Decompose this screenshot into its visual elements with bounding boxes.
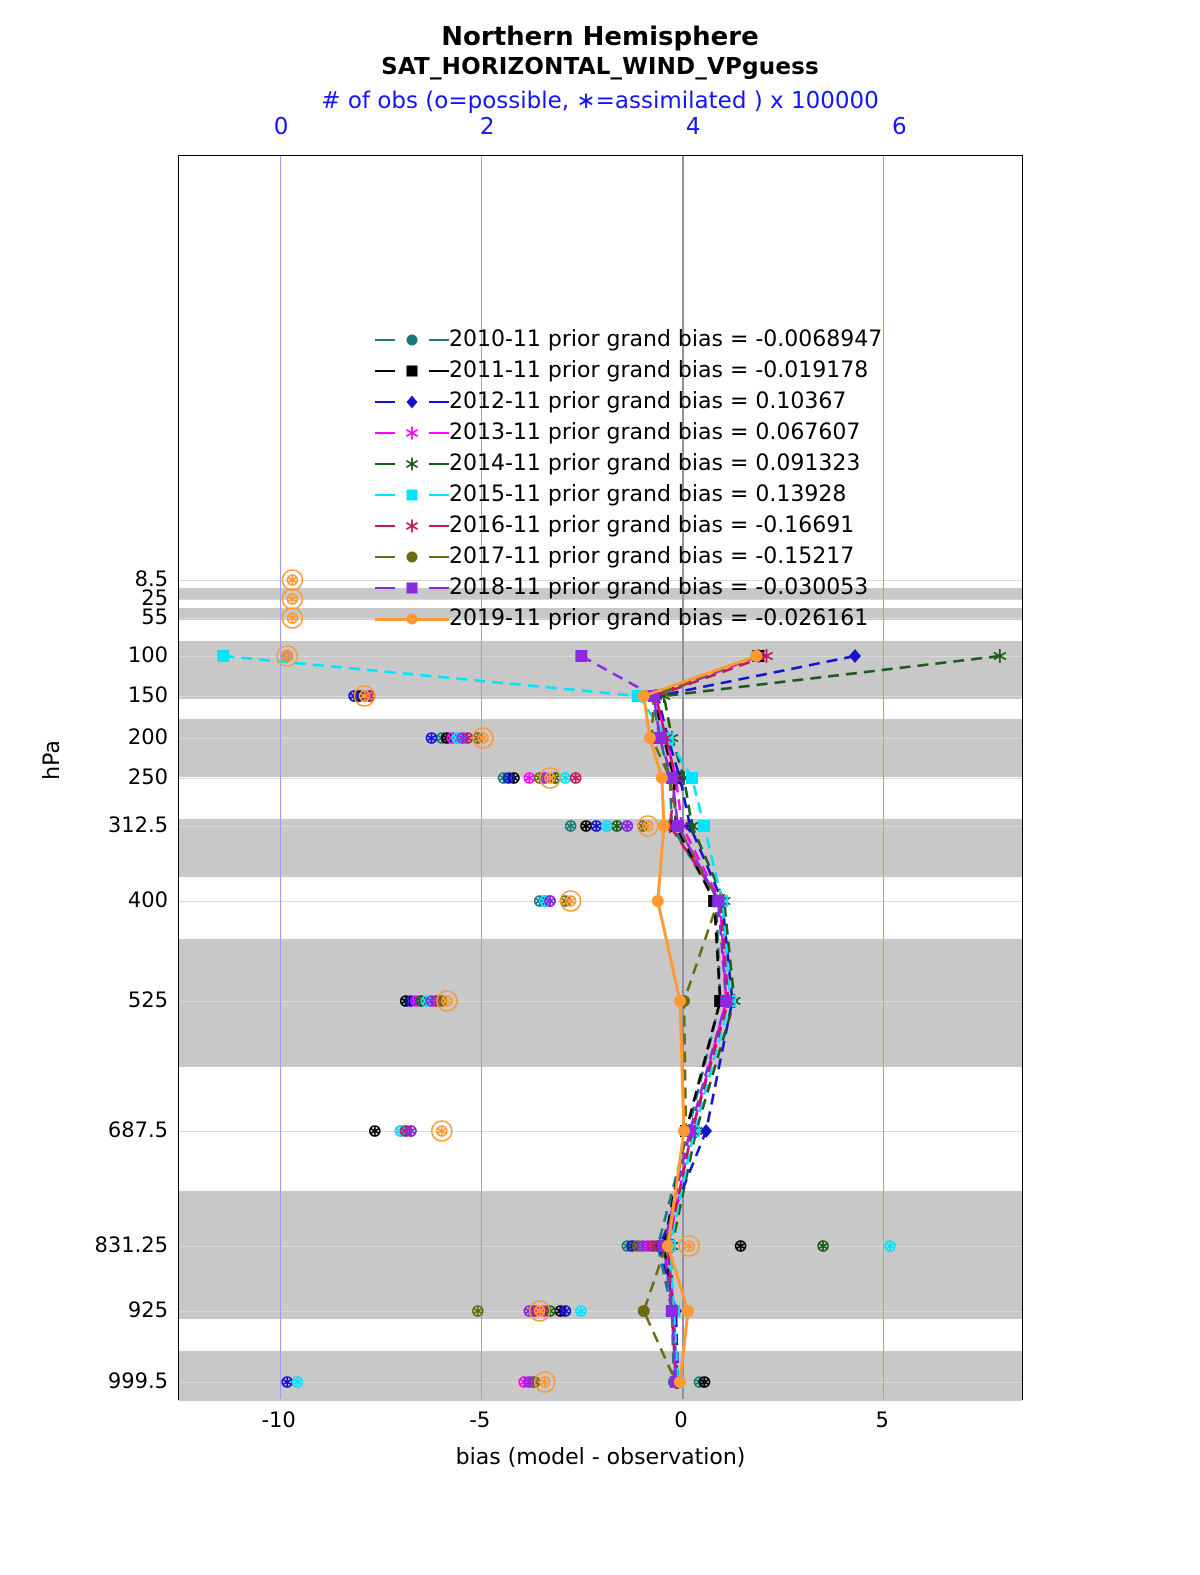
- y-axis-tick: 925: [127, 1298, 168, 1322]
- series-line: [581, 656, 726, 1382]
- series-line: [658, 656, 855, 1382]
- legend-label: 2014-11 prior grand bias = 0.091323: [449, 451, 861, 476]
- series-marker: [652, 895, 664, 907]
- series-marker: [672, 820, 684, 832]
- y-axis-tick: 250: [127, 765, 168, 789]
- legend-item[interactable]: [375, 355, 1015, 386]
- legend-item[interactable]: [375, 572, 1015, 603]
- circle-marker-icon: [403, 610, 421, 628]
- top-axis-label: # of obs (o=possible, ∗=assimilated ) x 100000: [321, 88, 879, 114]
- series-marker: [656, 772, 668, 784]
- series-marker: [638, 690, 650, 702]
- y-axis-tick: 55: [141, 605, 168, 629]
- legend-swatch: [375, 578, 449, 598]
- series-marker: [638, 1305, 650, 1317]
- legend-swatch: [375, 609, 449, 629]
- series-marker: [678, 1125, 690, 1137]
- star-marker-icon: [403, 424, 421, 442]
- series-marker: [682, 1305, 694, 1317]
- legend-label: 2015-11 prior grand bias = 0.13928: [449, 482, 847, 507]
- legend-swatch: [375, 361, 449, 381]
- y-axis-tick: 200: [127, 725, 168, 749]
- y-axis-tick: 687.5: [107, 1118, 168, 1142]
- square-marker-icon: [403, 362, 421, 380]
- y-axis-tick: 312.5: [107, 813, 168, 837]
- legend-label: 2011-11 prior grand bias = -0.019178: [449, 358, 869, 383]
- series-marker: [720, 995, 732, 1007]
- legend-swatch: [375, 392, 449, 412]
- series-marker: [698, 820, 710, 832]
- y-axis-tick: 400: [127, 888, 168, 912]
- circle-marker-icon: [403, 548, 421, 566]
- diamond-marker-icon: [403, 393, 421, 411]
- legend-label: 2010-11 prior grand bias = -0.0068947: [449, 327, 883, 352]
- legend-swatch: [375, 454, 449, 474]
- series-marker: [658, 820, 670, 832]
- series-marker: [700, 1124, 712, 1138]
- y-axis-tick: 525: [127, 988, 168, 1012]
- series-marker: [674, 995, 686, 1007]
- x-axis-tick: -10: [261, 1408, 296, 1432]
- series-line: [664, 656, 1000, 1382]
- star-marker-icon: [403, 517, 421, 535]
- x-axis-title: bias (model - observation): [455, 1445, 746, 1470]
- series-marker: [575, 650, 587, 662]
- plot-area: [178, 155, 1023, 1400]
- legend: [375, 324, 1015, 634]
- legend-item[interactable]: [375, 448, 1015, 479]
- top-axis-tick: 6: [892, 114, 907, 140]
- title-block: [0, 22, 1200, 82]
- x-axis-tick: 5: [875, 1408, 889, 1432]
- circle-marker-icon: [403, 331, 421, 349]
- legend-label: 2017-11 prior grand bias = -0.15217: [449, 544, 855, 569]
- legend-item[interactable]: [375, 603, 1015, 634]
- y-axis-tick: 999.5: [107, 1369, 168, 1393]
- legend-swatch: [375, 547, 449, 567]
- legend-item[interactable]: [375, 417, 1015, 448]
- series-marker: [662, 1240, 674, 1252]
- star-marker-icon: [403, 455, 421, 473]
- legend-swatch: [375, 423, 449, 443]
- legend-label: 2013-11 prior grand bias = 0.067607: [449, 420, 861, 445]
- y-axis-tick: 100: [127, 643, 168, 667]
- y-axis-tick: 25: [141, 586, 168, 610]
- legend-label: 2012-11 prior grand bias = 0.10367: [449, 389, 847, 414]
- square-marker-icon: [403, 486, 421, 504]
- legend-swatch: [375, 330, 449, 350]
- top-axis-tick: 4: [685, 114, 701, 140]
- series-line: [223, 656, 730, 1382]
- legend-item[interactable]: [375, 324, 1015, 355]
- legend-item[interactable]: [375, 386, 1015, 417]
- top-axis-tick: 2: [479, 114, 495, 140]
- y-axis-title: hPa: [40, 740, 65, 780]
- page-title: Northern Hemisphere: [441, 22, 759, 52]
- legend-item[interactable]: [375, 541, 1015, 572]
- series-line: [656, 656, 767, 1382]
- series-line: [644, 656, 757, 1382]
- series-marker: [644, 732, 656, 744]
- top-axis-tick: 0: [273, 114, 289, 140]
- series-marker: [674, 1376, 686, 1388]
- series-marker: [686, 772, 698, 784]
- legend-label: 2018-11 prior grand bias = -0.030053: [449, 575, 869, 600]
- legend-label: 2019-11 prior grand bias = -0.026161: [449, 606, 869, 631]
- legend-item[interactable]: [375, 479, 1015, 510]
- legend-swatch: [375, 516, 449, 536]
- legend-item[interactable]: [375, 510, 1015, 541]
- series-marker: [712, 895, 724, 907]
- legend-label: 2016-11 prior grand bias = -0.16691: [449, 513, 855, 538]
- y-axis-tick: 831.25: [94, 1233, 168, 1257]
- series-line: [644, 656, 757, 1382]
- x-axis-tick: -5: [469, 1408, 491, 1432]
- series-marker: [666, 1305, 678, 1317]
- y-axis-tick: 150: [127, 683, 168, 707]
- square-marker-icon: [403, 579, 421, 597]
- series-marker: [750, 650, 762, 662]
- x-axis-tick: 0: [674, 1408, 688, 1432]
- y-axis-tick: 8.5: [134, 567, 168, 591]
- page-subtitle: SAT_HORIZONTAL_WIND_VPguess: [381, 54, 819, 80]
- legend-swatch: [375, 485, 449, 505]
- series-marker: [849, 649, 861, 663]
- series-marker: [217, 650, 229, 662]
